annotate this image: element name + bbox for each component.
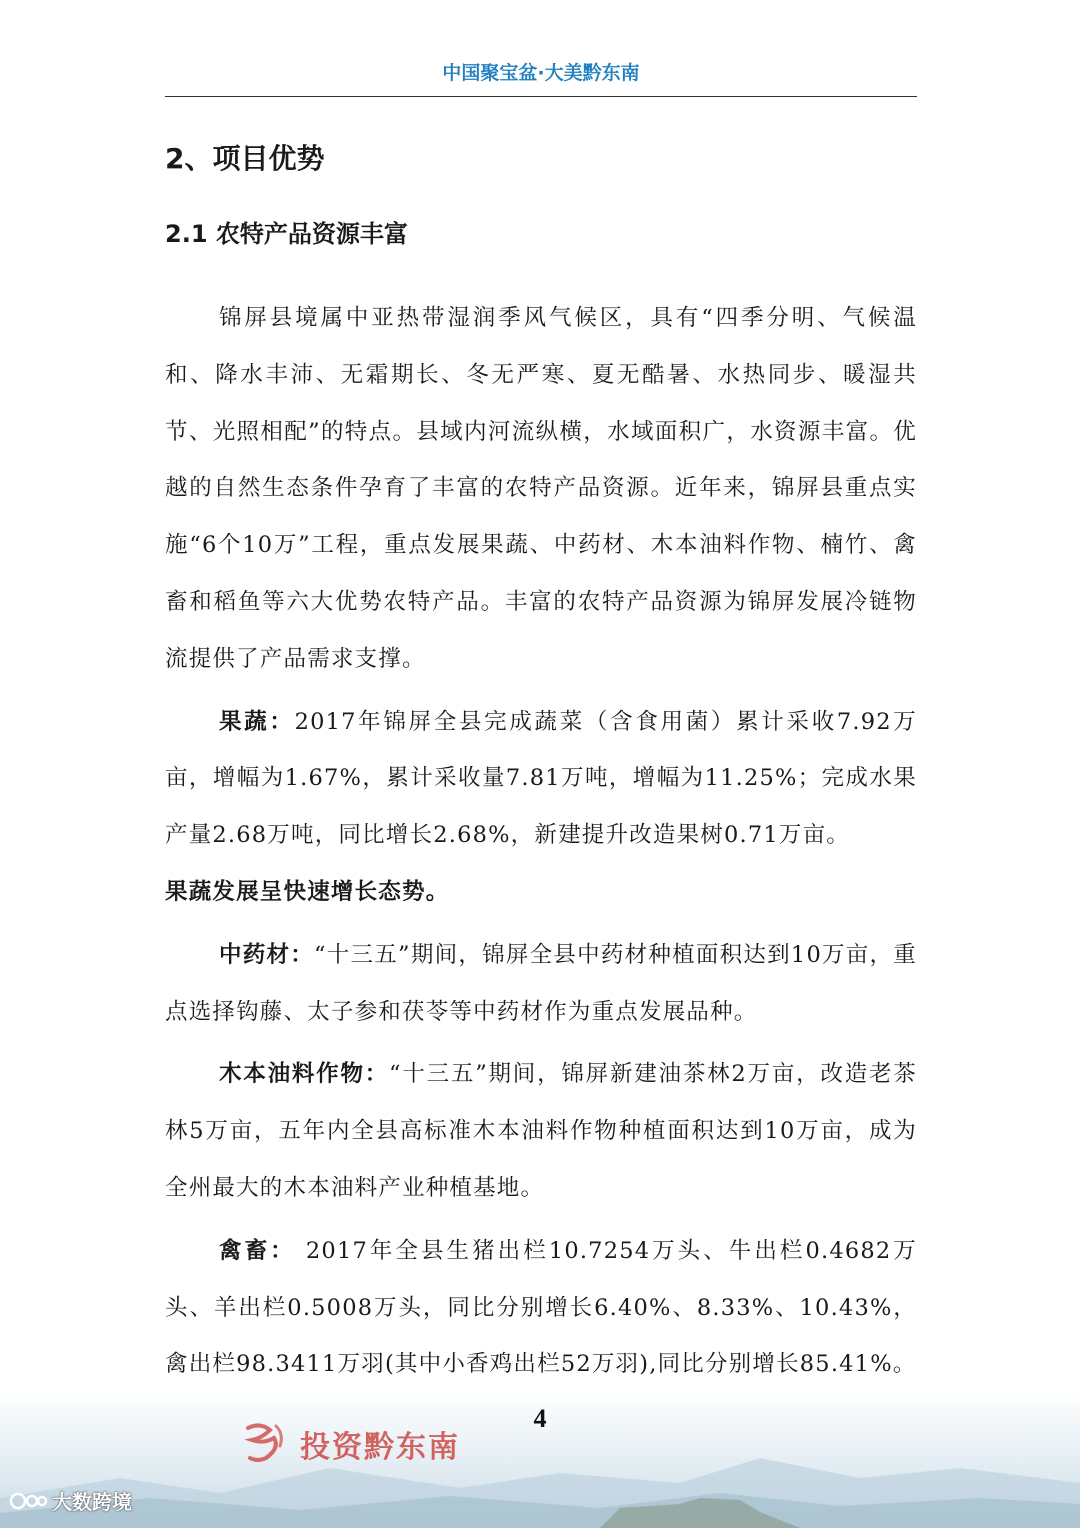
watermark-text: 大数跨境	[52, 1490, 132, 1514]
subsection-heading: 2.1 农特产品资源丰富	[165, 220, 408, 248]
watermark-logo-icon	[8, 1489, 48, 1513]
fruit-label: 果蔬：	[219, 708, 295, 735]
fruit-text: 2017年锦屏全县完成蔬菜（含食用菌）累计采收7.92万亩，增幅为1.67%，累计采收量7.81万吨，增幅为11.25%；完成水果产量2.68万吨，同比增长2.68%，新建提升改造果树0.71万亩。	[165, 708, 917, 849]
page-header	[165, 52, 917, 97]
footer-logo	[240, 1418, 540, 1466]
calligraphy-logo-icon	[240, 1418, 292, 1466]
oil-crop-paragraph	[165, 1046, 917, 1216]
section-heading: 2、项目优势	[165, 142, 325, 175]
livestock-label: 禽畜：	[219, 1237, 296, 1264]
logo-text: 投资黔东南	[300, 1430, 460, 1465]
document-body	[165, 130, 917, 1393]
page-number: 4	[533, 1404, 547, 1433]
fruit-paragraph	[165, 694, 917, 864]
header-title: 中国聚宝盆·大美黔东南	[442, 62, 640, 84]
mountain-landscape-image	[0, 1438, 1080, 1528]
herb-paragraph	[165, 927, 917, 1041]
oil-crop-label: 木本油料作物：	[219, 1061, 390, 1088]
intro-paragraph: 锦屏县境属中亚热带湿润季风气候区，具有“四季分明、气候温和、降水丰沛、无霜期长、冬无严寒、夏无酷暑、水热同步、暖湿共节、光照相配”的特点。县域内河流纵横，水域面积广，水资源丰富。优越的自然生态条件孕育了丰富的农特产品资源。近年来，锦屏县重点实施“6个10万”工程，重点发展果蔬、中药材、木本油料作物、楠竹、禽畜和稻鱼等六大优势农特产品。丰富的农特产品资源为锦屏发展冷链物流提供了产品需求支撑。	[165, 305, 917, 672]
oil-crop-text: “十三五”期间，锦屏新建油茶林2万亩，改造老茶林5万亩，五年内全县高标准木本油料作物种植面积达到10万亩，成为全州最大的木本油料产业种植基地。	[165, 1061, 917, 1201]
fruit-note: 果蔬发展呈快速增长态势。	[165, 878, 450, 905]
livestock-paragraph	[165, 1223, 917, 1393]
watermark	[8, 1486, 132, 1518]
herb-text: “十三五”期间，锦屏全县中药材种植面积达到10万亩，重点选择钩藤、太子参和茯苓等中药材作为重点发展品种。	[165, 941, 917, 1025]
livestock-text: 2017年全县生猪出栏10.7254万头、牛出栏0.4682万头、羊出栏0.5008万头，同比分别增长6.40%、8.33%、10.43%，禽出栏98.3411万羽(其中小香鸡出栏52万羽),同比分别增长85.41%。	[165, 1237, 917, 1378]
herb-label: 中药材：	[219, 941, 315, 968]
